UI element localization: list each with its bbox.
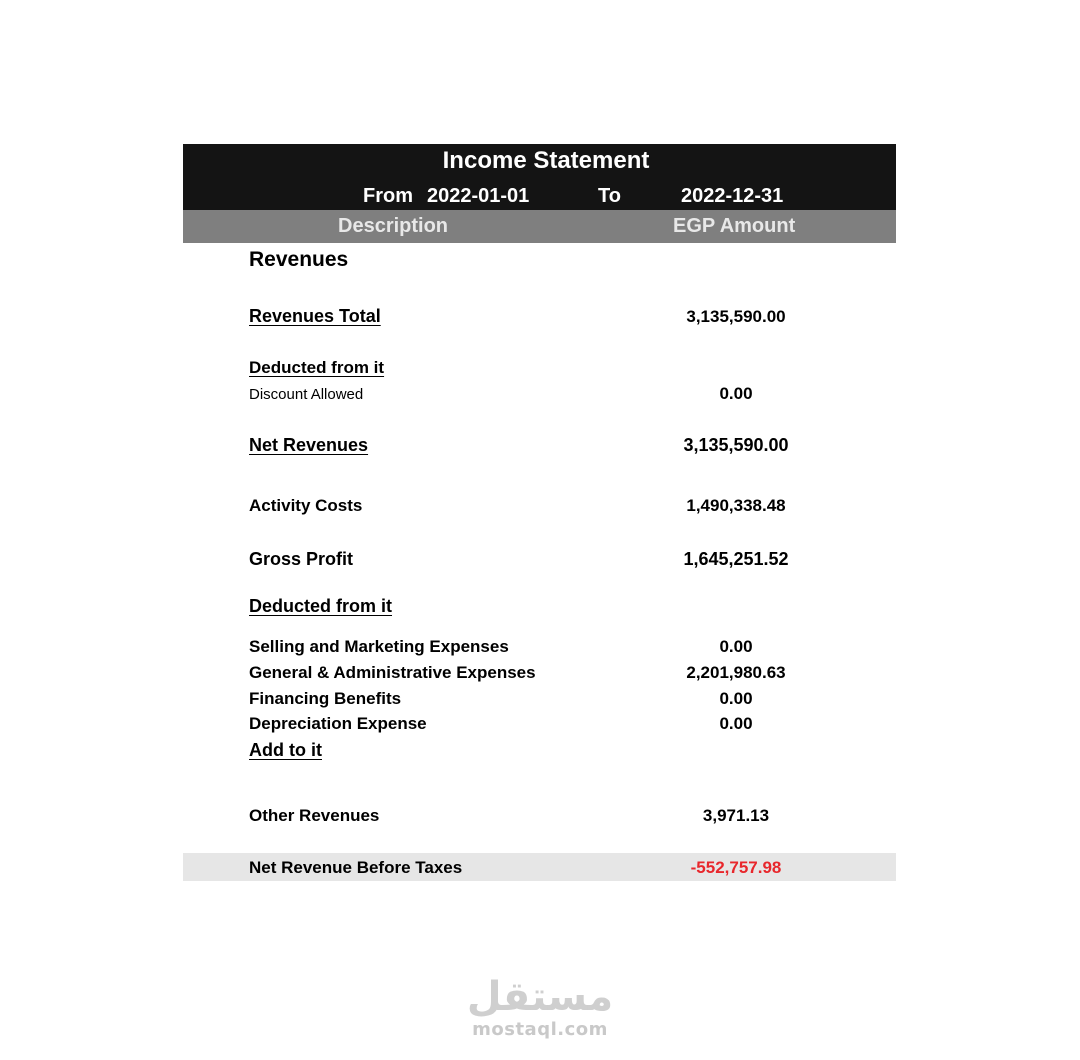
column-header-description: Description — [338, 215, 449, 237]
selling-marketing-label: Selling and Marketing Expenses — [249, 637, 509, 656]
to-date: 2022-12-31 — [681, 185, 784, 207]
net-before-taxes-amount: -552,757.98 — [690, 858, 782, 877]
net-before-taxes-label: Net Revenue Before Taxes — [249, 858, 463, 877]
add-to-it-heading: Add to it — [249, 740, 322, 760]
gross-profit-label: Gross Profit — [249, 549, 354, 569]
activity-costs-amount: 1,490,338.48 — [686, 496, 786, 515]
general-admin-label: General & Administrative Expenses — [249, 663, 536, 682]
net-revenues-label: Net Revenues — [249, 435, 369, 455]
activity-costs-label: Activity Costs — [249, 496, 363, 515]
general-admin-amount: 2,201,980.63 — [686, 663, 786, 682]
depreciation-label: Depreciation Expense — [249, 714, 427, 733]
to-label: To — [598, 185, 621, 207]
column-header-amount: EGP Amount — [673, 215, 796, 237]
other-revenues-label: Other Revenues — [249, 806, 380, 825]
statement-title: Income Statement — [442, 147, 650, 174]
revenues-heading: Revenues — [249, 248, 349, 271]
selling-marketing-amount: 0.00 — [719, 637, 753, 656]
financing-benefits-label: Financing Benefits — [249, 689, 402, 708]
net-revenues-amount: 3,135,590.00 — [683, 435, 789, 455]
from-label: From — [363, 185, 413, 207]
watermark-arabic: مستقل — [466, 974, 614, 1020]
revenues-total-label: Revenues Total — [249, 306, 381, 326]
from-date: 2022-01-01 — [427, 185, 530, 207]
financing-benefits-amount: 0.00 — [719, 689, 753, 708]
watermark-latin: mostaql.com — [472, 1019, 608, 1040]
depreciation-amount: 0.00 — [719, 714, 753, 733]
deducted-heading-2: Deducted from it — [249, 596, 393, 616]
deducted-heading-1: Deducted from it — [249, 358, 385, 377]
gross-profit-amount: 1,645,251.52 — [683, 549, 789, 569]
discount-allowed-amount: 0.00 — [719, 384, 753, 403]
other-revenues-amount: 3,971.13 — [702, 806, 770, 825]
revenues-total-amount: 3,135,590.00 — [686, 307, 786, 326]
watermark-logo — [440, 975, 640, 1041]
discount-allowed-label: Discount Allowed — [249, 386, 364, 403]
